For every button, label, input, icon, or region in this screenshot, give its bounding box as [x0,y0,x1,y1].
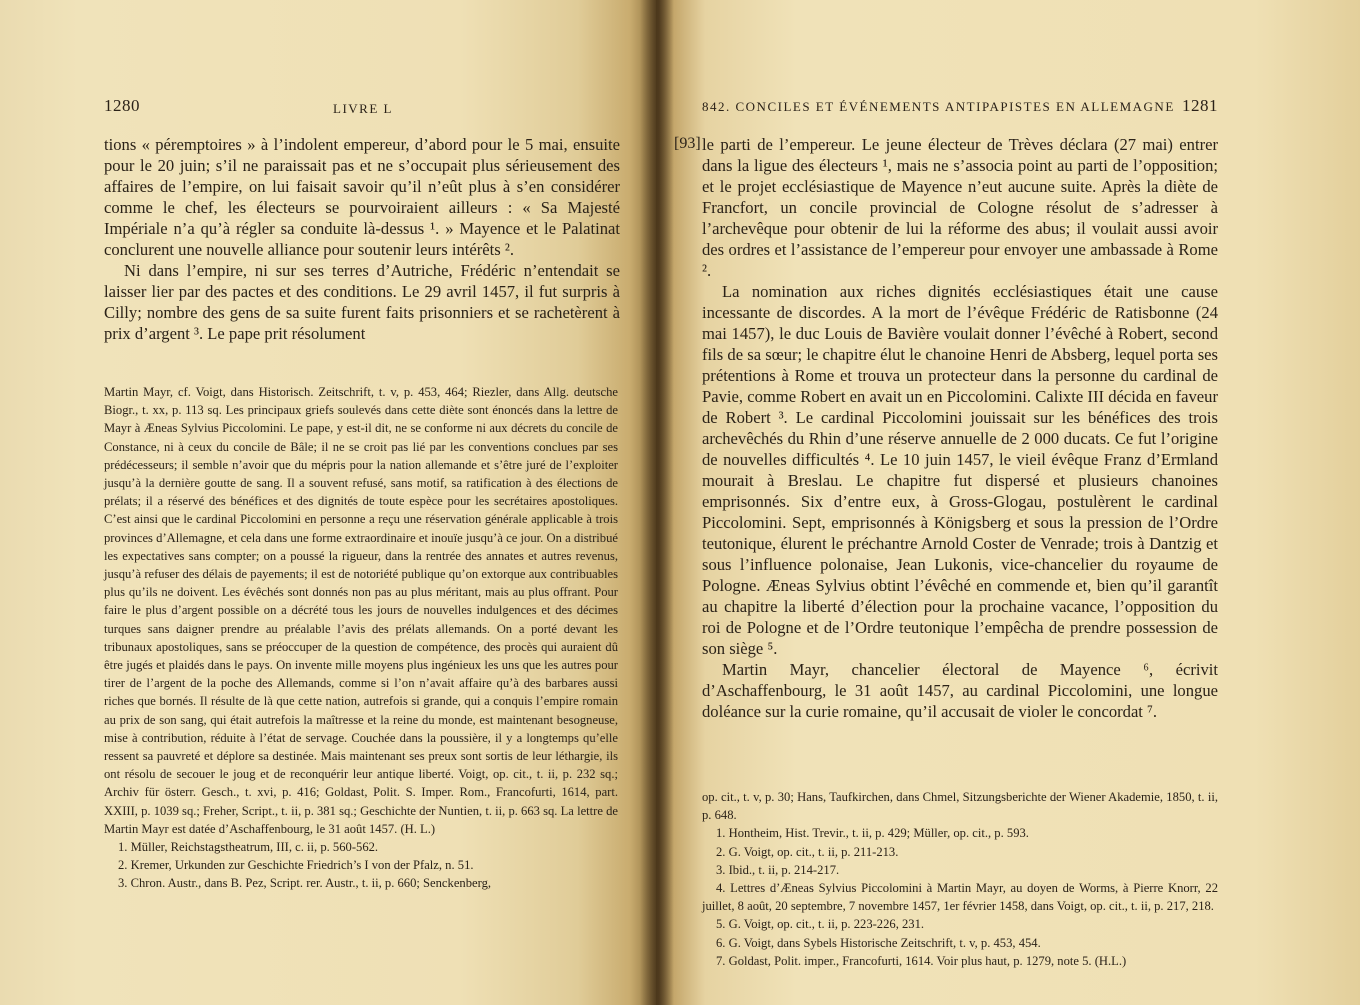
left-running-title: LIVRE L [333,101,393,116]
book-gutter-shadow [640,0,674,1005]
footnote: 5. G. Voigt, op. cit., t. ii, p. 223-226, 231. [716,917,925,932]
left-page-number: 1280 [104,96,140,115]
footnote: 2. Kremer, Urkunden zur Geschichte Friedrich’s I von der Pfalz, n. 51. [118,858,474,873]
footnote: 4. Lettres d’Æneas Sylvius Piccolomini à Martin Mayr, au doyen de Worms, à Pierre Knorr, 22 juillet, 8 août, 20 septembre, 7 novembre 1457, 1er février 1458, dans Voigt, op. cit., t. ii, p. 217, 218. [702,881,1218,914]
right-running-head [702,96,1218,116]
footnote: 3. Chron. Austr., dans B. Pez, Script. rer. Austr., t. ii, p. 660; Senckenberg, [118,876,492,891]
left-footnotes [104,383,618,893]
footnote: 1. Müller, Reichstagstheatrum, III, c. ii, p. 560-562. [118,840,379,855]
footnote: 1. Hontheim, Hist. Trevir., t. ii, p. 429; Müller, op. cit., p. 593. [716,826,1029,841]
right-running-title: 842. CONCILES ET ÉVÉNEMENTS ANTIPAPISTES EN ALLEMAGNE [702,99,1175,114]
footnote: 7. Goldast, Polit. imper., Francofurti, 1614. Voir plus haut, p. 1279, note 5. (H.L.) [716,953,1127,968]
right-page [656,0,1360,1005]
left-paragraph: Ni dans l’empire, ni sur ses terres d’Autriche, Frédéric n’entendait se laisser lier par des pactes et des conditions. Le 29 avril 1457, il fut surpris à Cilly; nombre des gens de sa suite furent faits prisonniers et se rachetèrent à prix d’argent ³. Le pape prit résolument [104,261,620,343]
footnote: 2. G. Voigt, op. cit., t. ii, p. 211-213. [716,844,899,859]
right-paragraph: Martin Mayr, chancelier électoral de Mayence ⁶, écrivit d’Aschaffenbourg, le 31 août 1457, au cardinal Piccolomini, une longue doléance sur la curie romaine, qu’il accusait de violer le concordat ⁷. [702,660,1218,721]
right-paragraph: le parti de l’empereur. Le jeune électeur de Trèves déclara (27 mai) entrer dans la ligue des électeurs ¹, mais ne s’associa point au parti de l’opposition; et le projet ecclésiastique de Mayence n’eut aucune suite. Après la diète de Francfort, un concile provincial de Cologne résolut de s’adresser à l’archevêque pour obtenir de lui la réforme des abus; il voulait aussi avoir des ordres et l’assistance de l’empereur pour envoyer une ambassade à Rome ². [702,135,1218,280]
right-body-text [702,134,1218,722]
footnote-continuation: op. cit., t. v, p. 30; Hans, Taufkirchen, dans Chmel, Sitzungsberichte der Wiener Akademie, 1850, t. ii, p. 648. [702,790,1218,823]
right-footnotes [702,788,1218,970]
right-page-number: 1281 [1182,96,1218,115]
right-paragraph: La nomination aux riches dignités ecclésiastiques était une cause incessante de discordes. A la mort de l’évêque Frédéric de Ratisbonne (24 mai 1457), le duc Louis de Bavière voulait donner l’évêché à Robert, second fils de sa sœur; le chapitre élut le chanoine Henri de Absberg, lequel porta ses prétentions à Rome et trouva un protecteur dans la personne du cardinal de Pavie, comme Robert en avait un en Piccolomini. Calixte III décida en faveur de Robert ³. Le cardinal Piccolomini jouissait sur les bénéfices des trois archevêchés du Rhin d’une réserve annuelle de 2 000 ducats. Ce fut l’origine de nouvelles difficultés ⁴. Le 10 juin 1457, le vieil évêque Franz d’Ermland mourait à Breslau. Le chapitre fut dispersé et plusieurs chanoines emprisonnés. Six d’entre eux, à Gross-Glogau, postulèrent le cardinal Piccolomini. Sept, emprisonnés à Königsberg et sous la pression de l’Ordre teutonique, élurent le préchantre Arnold Coster de Venrade; trois à Dantzig et sous l’influence polonaise, Jean Lukonis, vice-chancelier du royaume de Pologne. Æneas Sylvius obtint l’évêché en commende et, bien qu’il garantît au chapitre la liberté d’élection pour la prochaine vacance, l’opposition du roi de Pologne et de l’Ordre teutonique l’empêcha de prendre possession de son siège ⁵. [702,282,1218,658]
footnote: 3. Ibid., t. ii, p. 214-217. [716,862,840,877]
left-page [0,0,656,1005]
footnote-continuation: Martin Mayr, cf. Voigt, dans Historisch. Zeitschrift, t. v, p. 453, 464; Riezler, dans Allg. deutsche Biogr., t. xx, p. 113 sq. Les principaux griefs soulevés dans cette diète sont énoncés dans la lettre de Mayr à Æneas Sylvius Piccolomini. Le pape, y est-il dit, ne se conforme ni aux décrets du concile de Constance, ni à ceux du concile de Bâle; il ne se croit pas lié par les conventions conclues par ses prédécesseurs; il semble n’avoir que du mépris pour la nation allemande et s’être juré de l’exploiter jusqu’à la dernière goutte de sang. Il a souvent refusé, sans motif, sa ratification à des élections de prélats; il a réservé des bénéfices et des dignités de toute espèce pour les secrétaires apostoliques. C’est ainsi que le cardinal Piccolomini en personne a reçu une réservation générale applicable à trois provinces d’Allemagne, et cela dans une forme extraordinaire et inouïe jusqu’à ce jour. On a distribué les expectatives sans compter; on a poussé la rigueur, dans la rentrée des annates et autres revenus, jusqu’à refuser des délais de payements; il est de notoriété publique qu’on extorque aux contribuables plus qu’ils ne doivent. Les évêchés sont donnés non pas au plus méritant, mais au plus offrant. Pour faire le plus d’argent possible on a décrété tous les jours de nouvelles indulgences et des décimes turques sans daigner prendre au préalable l’avis des prélats allemands. On a porté devant les tribunaux apostoliques, sans se préoccuper de la question de compétence, des procès qui auraient dû être jugés et plaidés dans le pays. On invente mille moyens plus ingénieux les uns que les autres pour tirer de l’argent de la poche des Allemands, comme si l’on n’avait affaire qu’à des barbares aussi riches que bornés. Il résulte de là que cette nation, autrefois si grande, qui a conquis l’empire romain au prix de son sang, qui était autrefois la maîtresse et la reine du monde, est maintenant besogneuse, mise à contribution, réduite à l’état de servage. Couchée dans la poussière, il y a longtemps qu’elle ressent sa pauvreté et déplore sa destinée. Mais maintenant ses preux sont sortis de leur léthargie, ils ont résolu de secouer le joug et de reconquérir leur antique liberté. Voigt, op. cit., t. ii, p. 232 sq.; Archiv für österr. Gesch., t. xvi, p. 416; Goldast, Polit. S. Imper. Rom., Francofurti, 1614, part. XXIII, p. 1039 sq.; Freher, Script., t. ii, p. 381 sq.; Geschichte der Nuntien, t. ii, p. 663 sq. La lettre de Martin Mayr est datée d’Aschaffenbourg, le 31 août 1457. (H. L.) [104,385,618,836]
footnote: 6. G. Voigt, dans Sybels Historische Zeitschrift, t. v, p. 453, 454. [716,935,1041,950]
left-paragraph: tions « péremptoires » à l’indolent empereur, d’abord pour le 5 mai, ensuite pour le 20 juin; s’il ne paraissait pas et ne s’occupait plus sérieusement des affaires de l’empire, on lui faisait savoir qu’il n’eût plus à s’en considérer comme le chef, les électeurs se pourvoiraient ailleurs : « Sa Majesté Impériale n’a qu’à régler sa conduite là-dessus ¹. » Mayence et le Palatinat conclurent une nouvelle alliance pour soutenir leurs intérêts ². [104,135,620,259]
margin-reference-number: [93] [674,135,701,152]
left-body-text [104,134,620,344]
